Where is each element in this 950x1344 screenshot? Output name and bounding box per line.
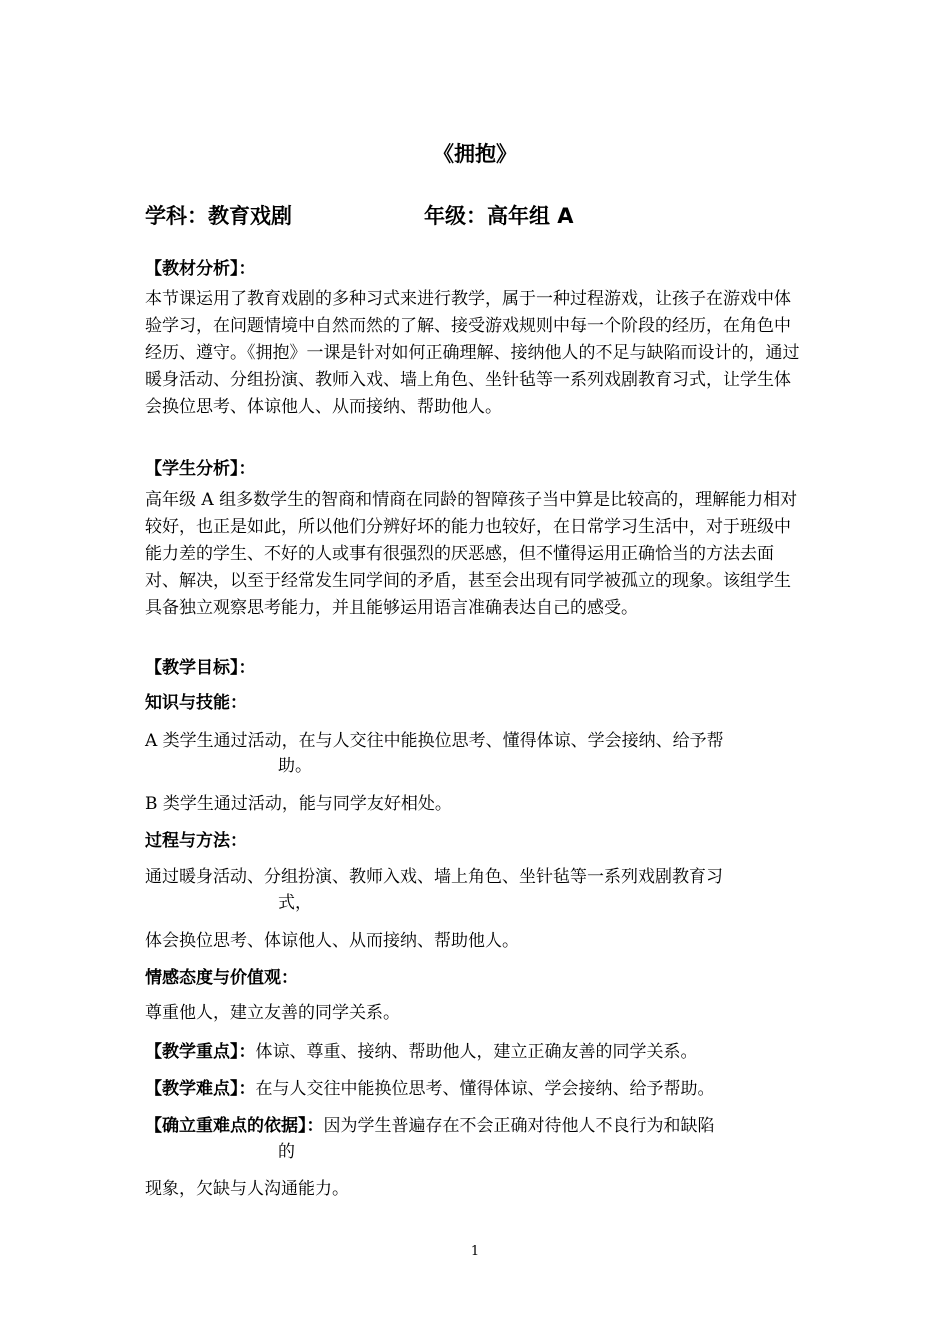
basis-label: 【确立重难点的依据】： bbox=[145, 1116, 324, 1136]
emotion-line: 尊重他人，建立友善的同学关系。 bbox=[145, 1003, 400, 1023]
goal-a-line: A 类学生通过活动，在与人交往中能换位思考、懂得体谅、学会接纳、给予帮 bbox=[145, 731, 724, 751]
key-points-text: 体谅、尊重、接纳、帮助他人，建立正确友善的同学关系。 bbox=[255, 1042, 698, 1062]
student-heading: 【学生分析】： bbox=[145, 459, 256, 479]
document-title: 《拥抱》 bbox=[433, 142, 517, 166]
basis-continuation: 的 bbox=[278, 1142, 295, 1162]
goals-heading: 【教学目标】： bbox=[145, 658, 256, 678]
process-heading: 过程与方法： bbox=[145, 831, 247, 851]
student-paragraph: 高年级 A 组多数学生的智商和情商在同龄的智障孩子当中算是比较高的，理解能力相对较好，也正是如此，所以他们分辨好坏的能力也较好，在日常学习生活中，对于班级中能力差的学生、不好的人或事有很强烈的厌恶感，但不懂得运用正确恰当的方法去面对、解决，以至于经常发生同学间的矛盾，甚至会出现有同学被孤立的现象。该组学生具备独立观察思考能力，并且能够运用语言准确表达自己的感受。 bbox=[145, 490, 798, 618]
material-paragraph: 本节课运用了教育戏剧的多种习式来进行教学，属于一种过程游戏，让孩子在游戏中体验学习，在问题情境中自然而然的了解、接受游戏规则中每一个阶段的经历，在角色中经历、遵守。《拥抱》一课是针对如何正确理解、接纳他人的不足与缺陷而设计的，通过暖身活动、分组扮演、教师入戏、墙上角色、坐针毡等一系列戏剧教育习式，让学生体会换位思考、体谅他人、从而接纳、帮助他人。 bbox=[145, 289, 800, 417]
process-result-line: 体会换位思考、体谅他人、从而接纳、帮助他人。 bbox=[145, 931, 519, 951]
emotion-heading: 情感态度与价值观： bbox=[145, 968, 298, 988]
basis-text: 因为学生普遍存在不会正确对待他人不良行为和缺陷 bbox=[323, 1116, 715, 1136]
difficulty-text: 在与人交往中能换位思考、懂得体谅、学会接纳、给予帮助。 bbox=[255, 1079, 715, 1099]
key-points-label: 【教学重点】： bbox=[145, 1042, 256, 1062]
key-points-line bbox=[145, 1037, 698, 1062]
difficulty-label: 【教学难点】： bbox=[145, 1079, 256, 1099]
process-line: 通过暖身活动、分组扮演、教师入戏、墙上角色、坐针毡等一系列戏剧教育习 bbox=[145, 867, 723, 887]
goal-a-continuation: 助。 bbox=[278, 756, 312, 776]
process-continuation: 式， bbox=[278, 893, 312, 913]
goal-b-line: B 类学生通过活动，能与同学友好相处。 bbox=[145, 794, 452, 814]
basis-result-line: 现象，欠缺与人沟通能力。 bbox=[145, 1179, 349, 1199]
difficulty-line bbox=[145, 1074, 715, 1099]
subject-label: 学科：教育戏剧 bbox=[145, 204, 292, 228]
grade-label: 年级：高年组 A bbox=[424, 204, 574, 228]
page-number: 1 bbox=[470, 1244, 480, 1259]
material-heading: 【教材分析】： bbox=[145, 259, 256, 279]
knowledge-heading: 知识与技能： bbox=[145, 693, 247, 713]
basis-line bbox=[145, 1111, 715, 1136]
